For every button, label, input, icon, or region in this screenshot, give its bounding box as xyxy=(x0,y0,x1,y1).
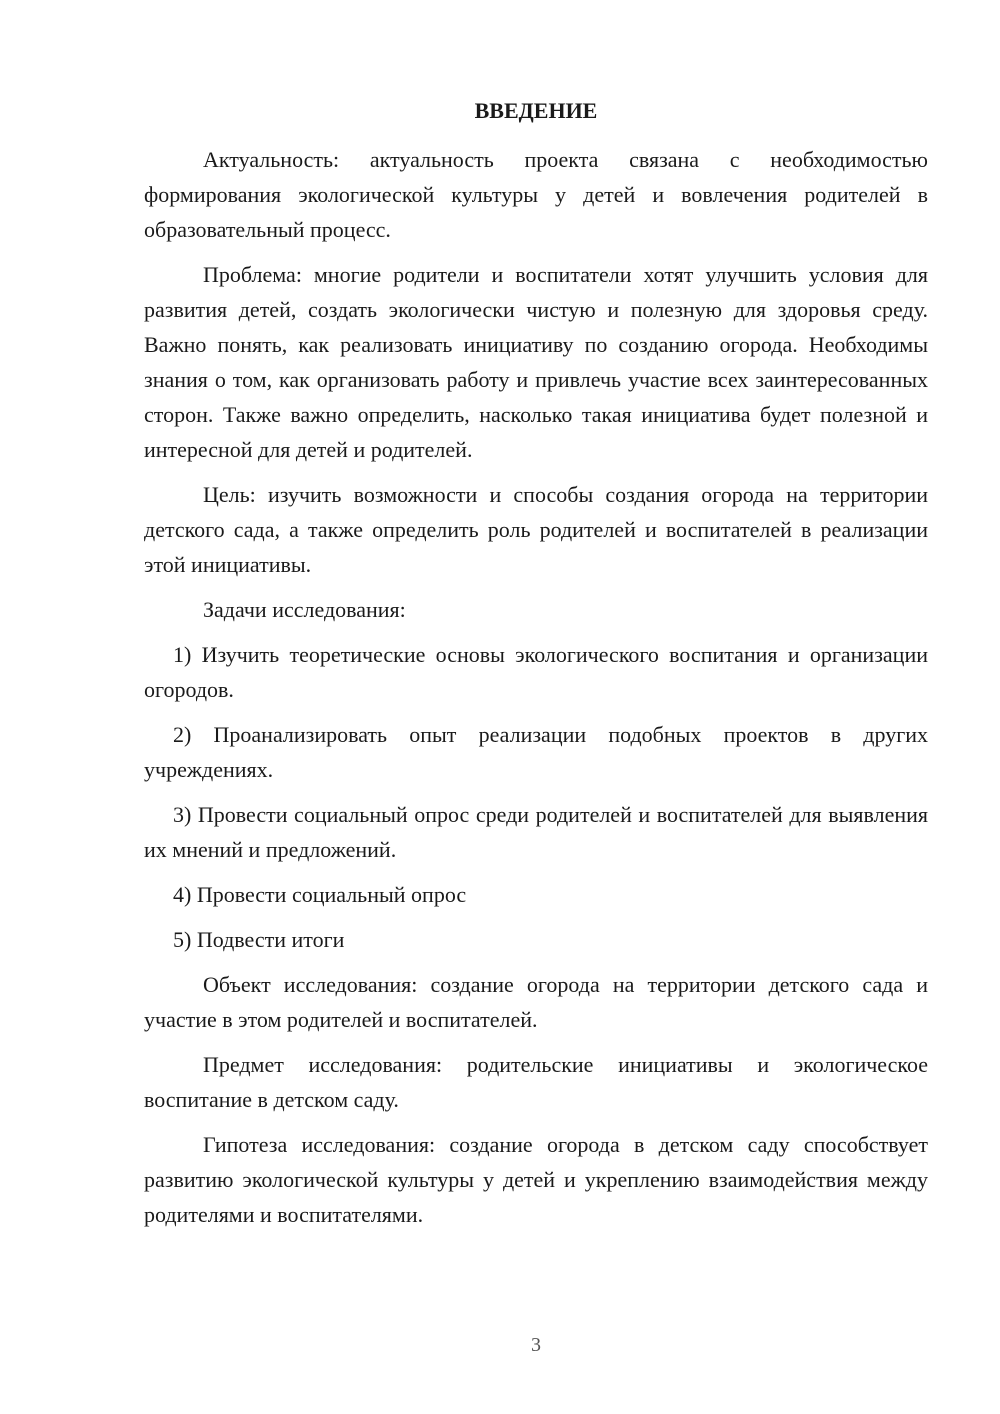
list-item: 5) Подвести итоги xyxy=(173,927,345,952)
list-item: 2) Проанализировать опыт реализации подобных проектов в других учреждениях. xyxy=(144,722,928,782)
paragraph-problem: Проблема: многие родители и воспитатели хотят улучшить условия для развития детей, создать экологически чистую и полезную для здоровья среду. Важно понять, как реализовать инициативу по созданию огорода. Необходимы знания о том, как организовать работу и привлечь участие всех заинтересованных сторон. Также важно определить, насколько такая инициатива будет полезной и интересной для детей и родителей. xyxy=(144,262,928,462)
paragraph-hypothesis: Гипотеза исследования: создание огорода в детском саду способствует развитию экологической культуры у детей и укреплению взаимодействия между родителями и воспитателями. xyxy=(144,1132,928,1227)
paragraph-relevance: Актуальность: актуальность проекта связана с необходимостью формирования экологической культуры у детей и вовлечения родителей в образовательный процесс. xyxy=(144,147,928,242)
list-item: 4) Провести социальный опрос xyxy=(173,882,467,907)
tasks-list xyxy=(144,637,928,957)
page-title: ВВЕДЕНИЕ xyxy=(474,98,598,123)
list-item: 1) Изучить теоретические основы экологического воспитания и организации огородов. xyxy=(144,642,928,702)
list-item: 3) Провести социальный опрос среди родителей и воспитателей для выявления их мнений и предложений. xyxy=(144,802,928,862)
tasks-heading: Задачи исследования: xyxy=(203,597,406,622)
paragraph-goal: Цель: изучить возможности и способы создания огорода на территории детского сада, а также определить роль родителей и воспитателей в реализации этой инициативы. xyxy=(144,482,928,577)
paragraph-object: Объект исследования: создание огорода на территории детского сада и участие в этом родителей и воспитателей. xyxy=(144,972,928,1032)
document-page xyxy=(144,94,928,1242)
paragraph-subject: Предмет исследования: родительские инициативы и экологическое воспитание в детском саду. xyxy=(144,1052,928,1112)
page-number: 3 xyxy=(531,1334,541,1356)
